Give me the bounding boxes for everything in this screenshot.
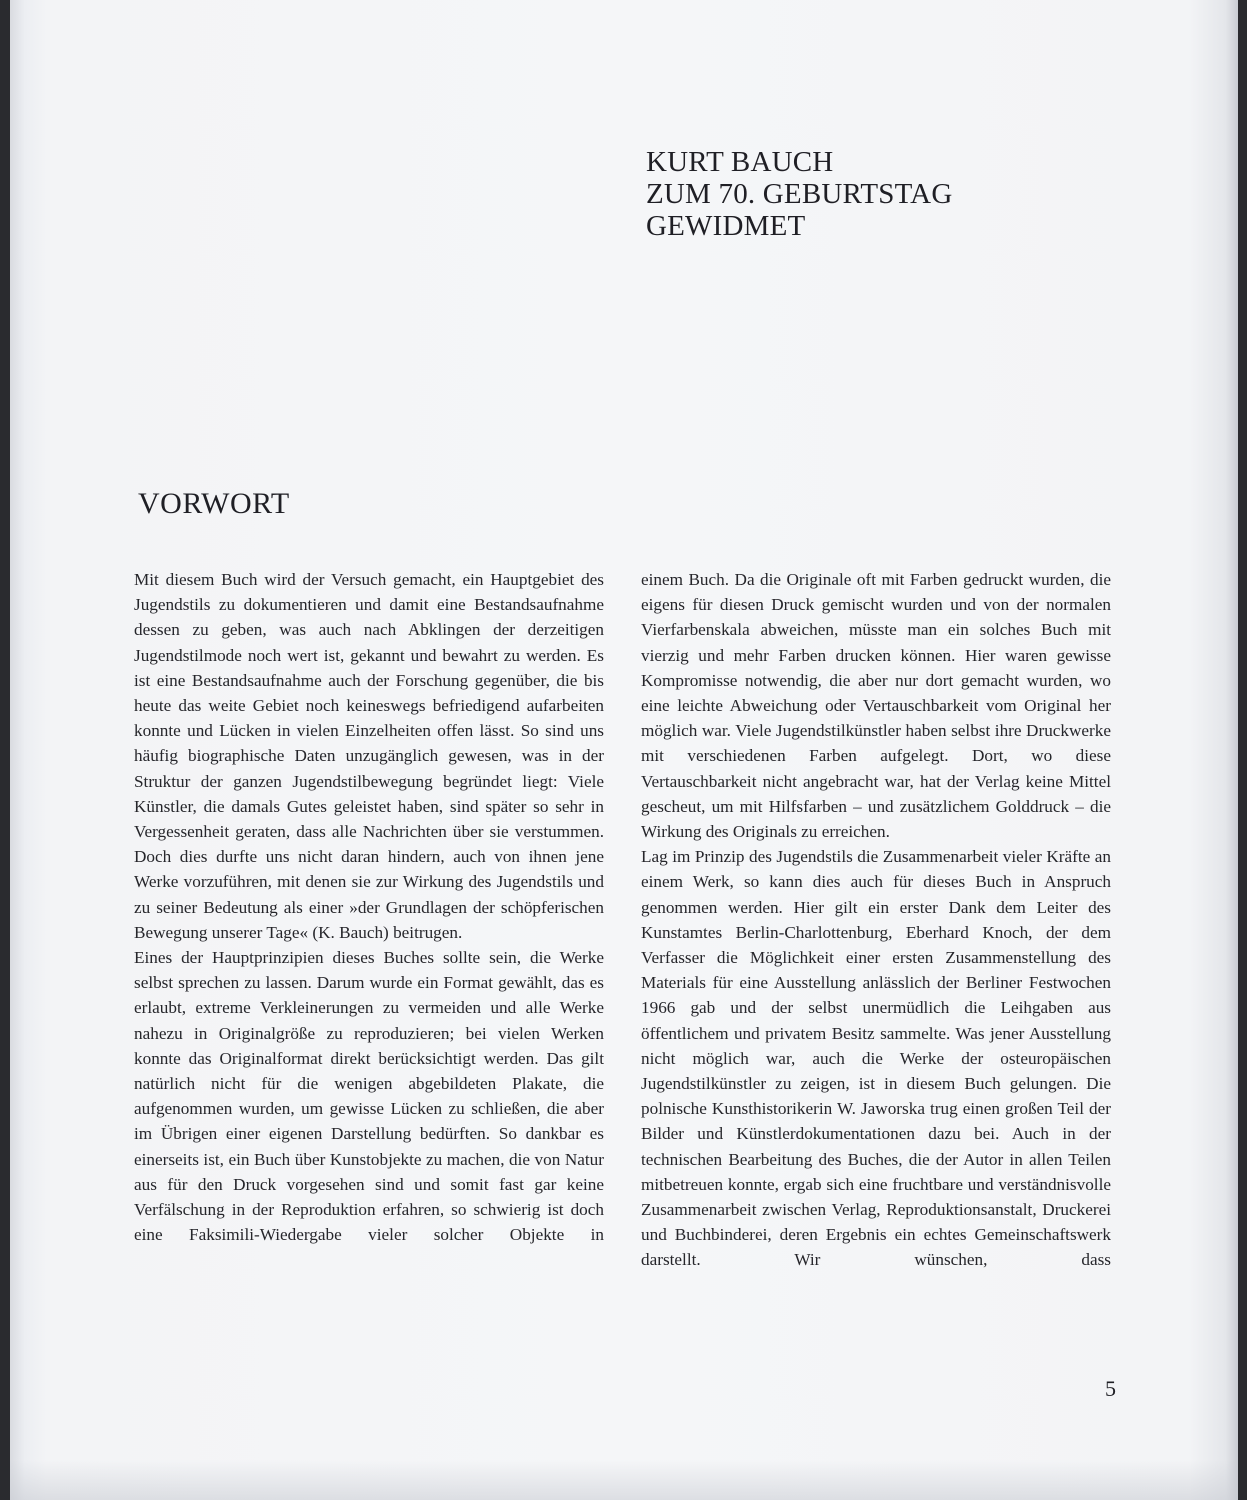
book-page bbox=[10, 0, 1238, 1500]
dedication-line: ZUM 70. GEBURTSTAG bbox=[646, 178, 953, 210]
dedication-line: KURT BAUCH bbox=[646, 146, 834, 178]
dedication bbox=[646, 146, 952, 242]
paragraph: Mit diesem Buch wird der Versuch gemacht, ein Hauptgebiet des Jugendstils zu dokumentieren und damit eine Bestandsaufnahme dessen zu geben, was auch nach Abklingen der derzeitigen Jugendstilmode noch wert ist, gekannt und bewahrt zu werden. Es ist eine Bestandsaufnahme auch der Forschung gegenüber, die bis heute das weite Gebiet noch keineswegs befriedigend aufarbeiten konnte und Lücken in vielen Einzelheiten offen lässt. So sind uns häufig biographische Daten unzugänglich gewesen, was in der Struktur der ganzen Jugendstilbewegung begründet liegt: Viele Künstler, die damals Gutes geleistet haben, sind später so sehr in Vergessenheit geraten, dass alle Nachrichten über sie verstummen. Doch dies durfte uns nicht daran hindern, auch von ihnen jene Werke vorzuführen, mit denen sie zur Wirkung des Jugendstils und zu seiner Bedeutung als einer »der Grundlagen der schöpferischen Bewegung unserer Tage« (K. Bauch) beitrugen. bbox=[134, 570, 604, 942]
dedication-line: GEWIDMET bbox=[646, 210, 806, 242]
section-heading: VORWORT bbox=[138, 487, 290, 520]
left-text-column bbox=[134, 567, 604, 1247]
paragraph: einem Buch. Da die Originale oft mit Farben gedruckt wurden, die eigens für diesen Druck gemischt wurden und von der normalen Vierfarbenskala abweichen, müsste man ein solches Buch mit vierzig und mehr Farben drucken können. Hier waren gewisse Kompromisse notwendig, die aber nur dort gemacht wurden, wo eine leichte Abweichung oder Vertauschbarkeit vom Original her möglich war. Viele Jugendstilkünstler haben selbst ihre Druckwerke mit verschiedenen Farben aufgelegt. Dort, wo diese Vertauschbarkeit nicht angebracht war, hat der Verlag keine Mittel gescheut, um mit Hilfsfarben – und zusätzlichem Golddruck – die Wirkung des Originals zu erreichen. bbox=[641, 570, 1111, 842]
right-text-column bbox=[641, 567, 1111, 1273]
paragraph: Eines der Hauptprinzipien dieses Buches sollte sein, die Werke selbst sprechen zu lassen. Darum wurde ein Format gewählt, das es erlaubt, extreme Verkleinerungen zu vermeiden und alle Werke nahezu in Originalgröße zu reproduzieren; bei vielen Werken konnte das Originalformat direkt berücksichtigt werden. Das gilt natürlich nicht für die wenigen abgebildeten Plakate, die aufgenommen wurden, um gewisse Lücken zu schließen, die aber im Übrigen einer eigenen Darstellung bedürften. So dankbar es einerseits ist, ein Buch über Kunstobjekte zu machen, die von Natur aus für den Druck vorgesehen sind und somit fast gar keine Verfälschung in der Reproduktion erfahren, so schwierig ist doch eine Faksimili-Wiedergabe vieler solcher Objekte in bbox=[134, 948, 604, 1245]
page-number: 5 bbox=[1105, 1376, 1116, 1401]
paragraph: Lag im Prinzip des Jugendstils die Zusammenarbeit vieler Kräfte an einem Werk, so kann dies auch für dieses Buch in Anspruch genommen werden. Hier gilt ein erster Dank dem Leiter des Kunstamtes Berlin-Charlottenburg, Eberhard Knoch, der dem Verfasser die Möglichkeit einer ersten Zusammenstellung des Materials für eine Ausstellung anlässlich der Berliner Festwochen 1966 gab und der selbst unermüdlich die Leihgaben aus öffentlichem und privatem Besitz sammelte. Was jener Ausstellung nicht möglich war, auch die Werke der osteuropäischen Jugendstilkünstler zu zeigen, ist in diesem Buch gelungen. Die polnische Kunsthistorikerin W. Jaworska trug einen großen Teil der Bilder und Künstlerdokumentationen dazu bei. Auch in der technischen Bearbeitung des Buches, die der Autor in allen Teilen mitbetreuen konnte, ergab sich eine fruchtbare und verständnisvolle Zusammenarbeit zwischen Verlag, Reproduktionsanstalt, Druckerei und Buchbinderei, deren Ergebnis ein echtes Gemeinschaftswerk darstellt. Wir wünschen, dass bbox=[641, 847, 1111, 1270]
